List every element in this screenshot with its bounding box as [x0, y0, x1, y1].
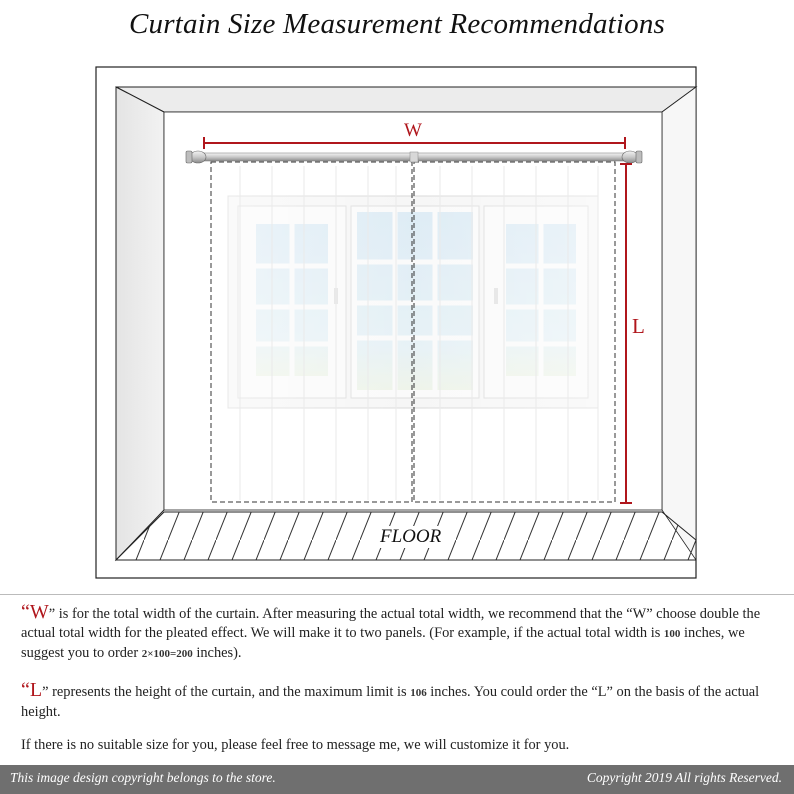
- width-label: W: [404, 120, 422, 141]
- length-text-2: inches. You could order the “L” on the basis of the actual height.: [21, 684, 760, 720]
- width-description: [21, 603, 781, 664]
- length-open-quote: “: [21, 679, 30, 701]
- width-text-3: inches).: [192, 645, 242, 661]
- curtain-rod: [186, 151, 642, 163]
- section-divider: [0, 594, 794, 595]
- length-text-1: ” represents the height of the curtain, and the maximum limit is: [42, 684, 411, 700]
- footer-left-text: This image design copyright belongs to the store.: [10, 770, 276, 785]
- length-max-value: 106: [410, 687, 427, 699]
- left-wall: [116, 87, 164, 560]
- length-description: [21, 681, 781, 722]
- width-text-2: inches, we suggest you to order: [21, 625, 745, 661]
- footer-copyright: Copyright 2019 All rights Reserved.: [586, 770, 782, 785]
- footer-bar: [0, 765, 794, 794]
- width-text-1: ” is for the total width of the curtain. After measuring the actual total width, we recommend that the “W” choose double the actual total width for the pleated effect. We will make it to two panels. (For example, if the actual total width is: [21, 606, 761, 641]
- length-symbol: L: [29, 679, 43, 701]
- page-title: Curtain Size Measurement Recommendations: [128, 8, 666, 40]
- width-symbol: W: [29, 601, 49, 623]
- ceiling: [116, 87, 696, 112]
- width-example-calc: 2×100=200: [141, 648, 193, 660]
- custom-size-note: If there is no suitable size for you, please feel free to message me, we will customize it for you.: [21, 737, 570, 753]
- right-wall: [662, 87, 696, 560]
- floor-label: FLOOR: [380, 526, 442, 547]
- length-label: L: [632, 314, 645, 338]
- width-open-quote: “: [21, 601, 30, 623]
- width-example-value: 100: [663, 628, 681, 640]
